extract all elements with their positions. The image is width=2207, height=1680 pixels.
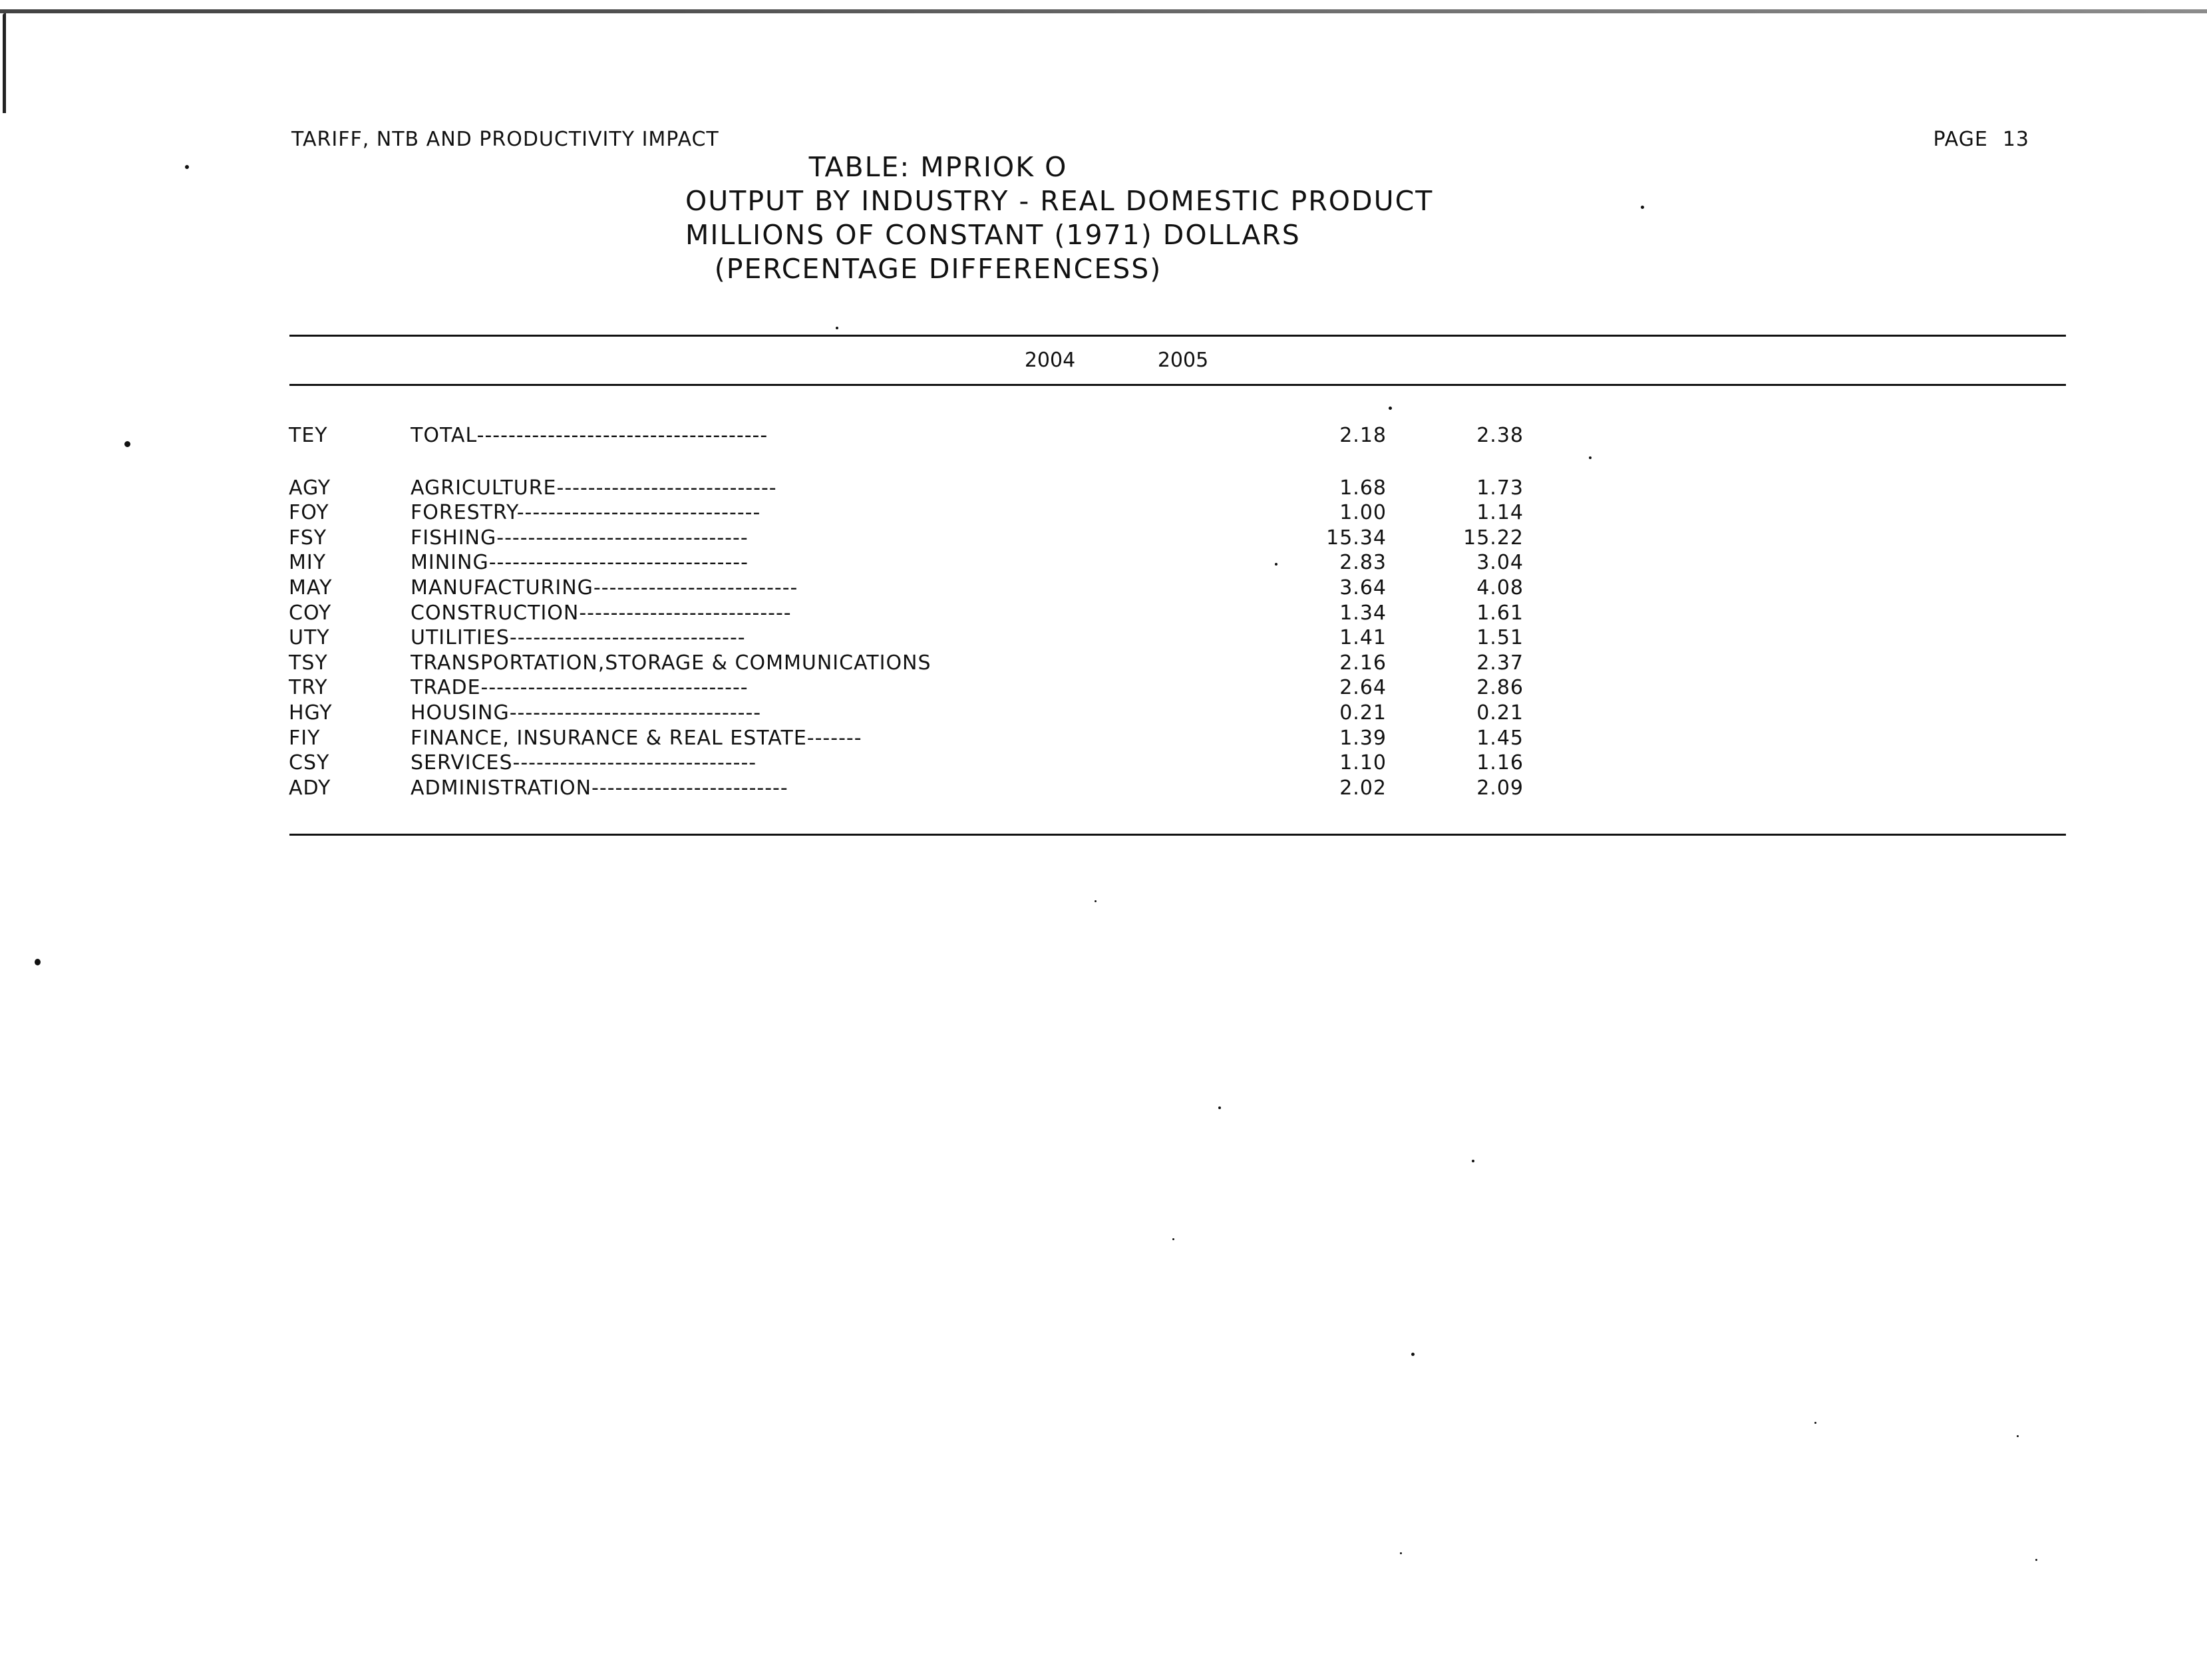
row-label: MINING--------------------------------- (411, 551, 749, 575)
row-label: ADMINISTRATION------------------------- (411, 776, 788, 800)
scan-speck (1589, 456, 1592, 459)
row-value-2004: 2.02 (1339, 776, 1387, 800)
row-code: FOY (289, 501, 329, 525)
row-label: TOTAL------------------------------------- (411, 424, 768, 447)
row-value-2005: 2.09 (1476, 776, 1524, 800)
row-value-2005: 2.37 (1476, 651, 1524, 675)
row-code: AGY (289, 476, 331, 500)
scan-speck (2035, 1559, 2037, 1561)
row-value-2005: 1.73 (1476, 476, 1524, 500)
row-label: AGRICULTURE---------------------------- (411, 476, 777, 500)
row-code: TSY (289, 651, 328, 675)
row-value-2005: 3.04 (1476, 551, 1524, 575)
row-label: TRADE---------------------------------- (411, 676, 749, 700)
scan-speck (1411, 1353, 1415, 1356)
scan-speck (1275, 563, 1277, 566)
column-header-2005: 2005 (1157, 349, 1209, 372)
row-code: MAY (289, 576, 333, 599)
scan-speck (836, 327, 838, 329)
row-value-2004: 1.41 (1339, 626, 1387, 650)
row-label: SERVICES------------------------------- (411, 751, 757, 775)
scan-speck (124, 441, 130, 447)
scan-edge-left (3, 13, 6, 113)
table-id: TABLE: MPRIOK O (808, 151, 1068, 183)
row-label: TRANSPORTATION,STORAGE & COMMUNICATIONS (411, 651, 932, 675)
row-value-2004: 2.18 (1339, 424, 1387, 447)
row-value-2005: 1.51 (1476, 626, 1524, 650)
row-value-2004: 1.00 (1339, 501, 1387, 525)
table-header-rule (289, 384, 2066, 386)
row-value-2004: 1.10 (1339, 751, 1387, 775)
scan-speck (1172, 1238, 1174, 1240)
row-label: UTILITIES------------------------------ (411, 626, 746, 650)
row-value-2005: 2.86 (1476, 676, 1524, 700)
row-label: MANUFACTURING-------------------------- (411, 576, 798, 599)
row-value-2005: 2.38 (1476, 424, 1524, 447)
row-value-2005: 1.16 (1476, 751, 1524, 775)
row-value-2004: 1.68 (1339, 476, 1387, 500)
row-code: TRY (289, 676, 328, 700)
page-indicator (1933, 128, 2029, 151)
page-number: 13 (2002, 128, 2029, 151)
column-header-2004: 2004 (1024, 349, 1076, 372)
row-value-2005: 4.08 (1476, 576, 1524, 599)
row-value-2004: 1.34 (1339, 601, 1387, 625)
page-label: PAGE (1933, 128, 1988, 151)
row-value-2004: 0.21 (1339, 701, 1387, 725)
row-label: FORESTRY------------------------------- (411, 501, 761, 525)
row-code: ADY (289, 776, 331, 800)
row-label: CONSTRUCTION--------------------------- (411, 601, 792, 625)
row-value-2004: 15.34 (1326, 526, 1387, 550)
scan-speck (2017, 1435, 2019, 1437)
row-value-2004: 2.83 (1339, 551, 1387, 575)
scan-speck (185, 165, 189, 169)
scan-speck (1814, 1422, 1816, 1424)
scan-speck (1400, 1552, 1402, 1554)
row-value-2004: 2.16 (1339, 651, 1387, 675)
row-code: UTY (289, 626, 330, 650)
scan-speck (1095, 900, 1097, 902)
row-value-2005: 1.14 (1476, 501, 1524, 525)
row-value-2004: 3.64 (1339, 576, 1387, 599)
row-value-2005: 1.45 (1476, 726, 1524, 750)
scan-speck (1389, 407, 1392, 410)
row-code: HGY (289, 701, 333, 725)
table-title-block (685, 150, 1434, 286)
row-code: FIY (289, 726, 321, 750)
row-code: COY (289, 601, 332, 625)
row-code: MIY (289, 551, 327, 575)
row-code: TEY (289, 424, 328, 447)
row-value-2005: 0.21 (1476, 701, 1524, 725)
row-value-2005: 15.22 (1463, 526, 1524, 550)
scan-speck (1472, 1160, 1474, 1162)
table-subtitle: (PERCENTAGE DIFFERENCESS) (714, 253, 1162, 285)
report-header: TARIFF, NTB AND PRODUCTIVITY IMPACT (291, 128, 719, 151)
table-title: OUTPUT BY INDUSTRY - REAL DOMESTIC PRODUCT (685, 185, 1434, 217)
row-value-2004: 2.64 (1339, 676, 1387, 700)
row-value-2005: 1.61 (1476, 601, 1524, 625)
table-units: MILLIONS OF CONSTANT (1971) DOLLARS (685, 219, 1301, 251)
row-code: FSY (289, 526, 327, 550)
row-label: FISHING-------------------------------- (411, 526, 749, 550)
row-value-2004: 1.39 (1339, 726, 1387, 750)
row-label: FINANCE, INSURANCE & REAL ESTATE------- (411, 726, 862, 750)
row-code: CSY (289, 751, 330, 775)
scan-speck (1641, 206, 1644, 209)
row-label: HOUSING-------------------------------- (411, 701, 762, 725)
table-top-rule (289, 335, 2066, 337)
table-bottom-rule (289, 834, 2066, 836)
scan-edge-top (0, 9, 2207, 13)
scan-speck (35, 959, 41, 965)
scan-speck (1218, 1106, 1221, 1109)
